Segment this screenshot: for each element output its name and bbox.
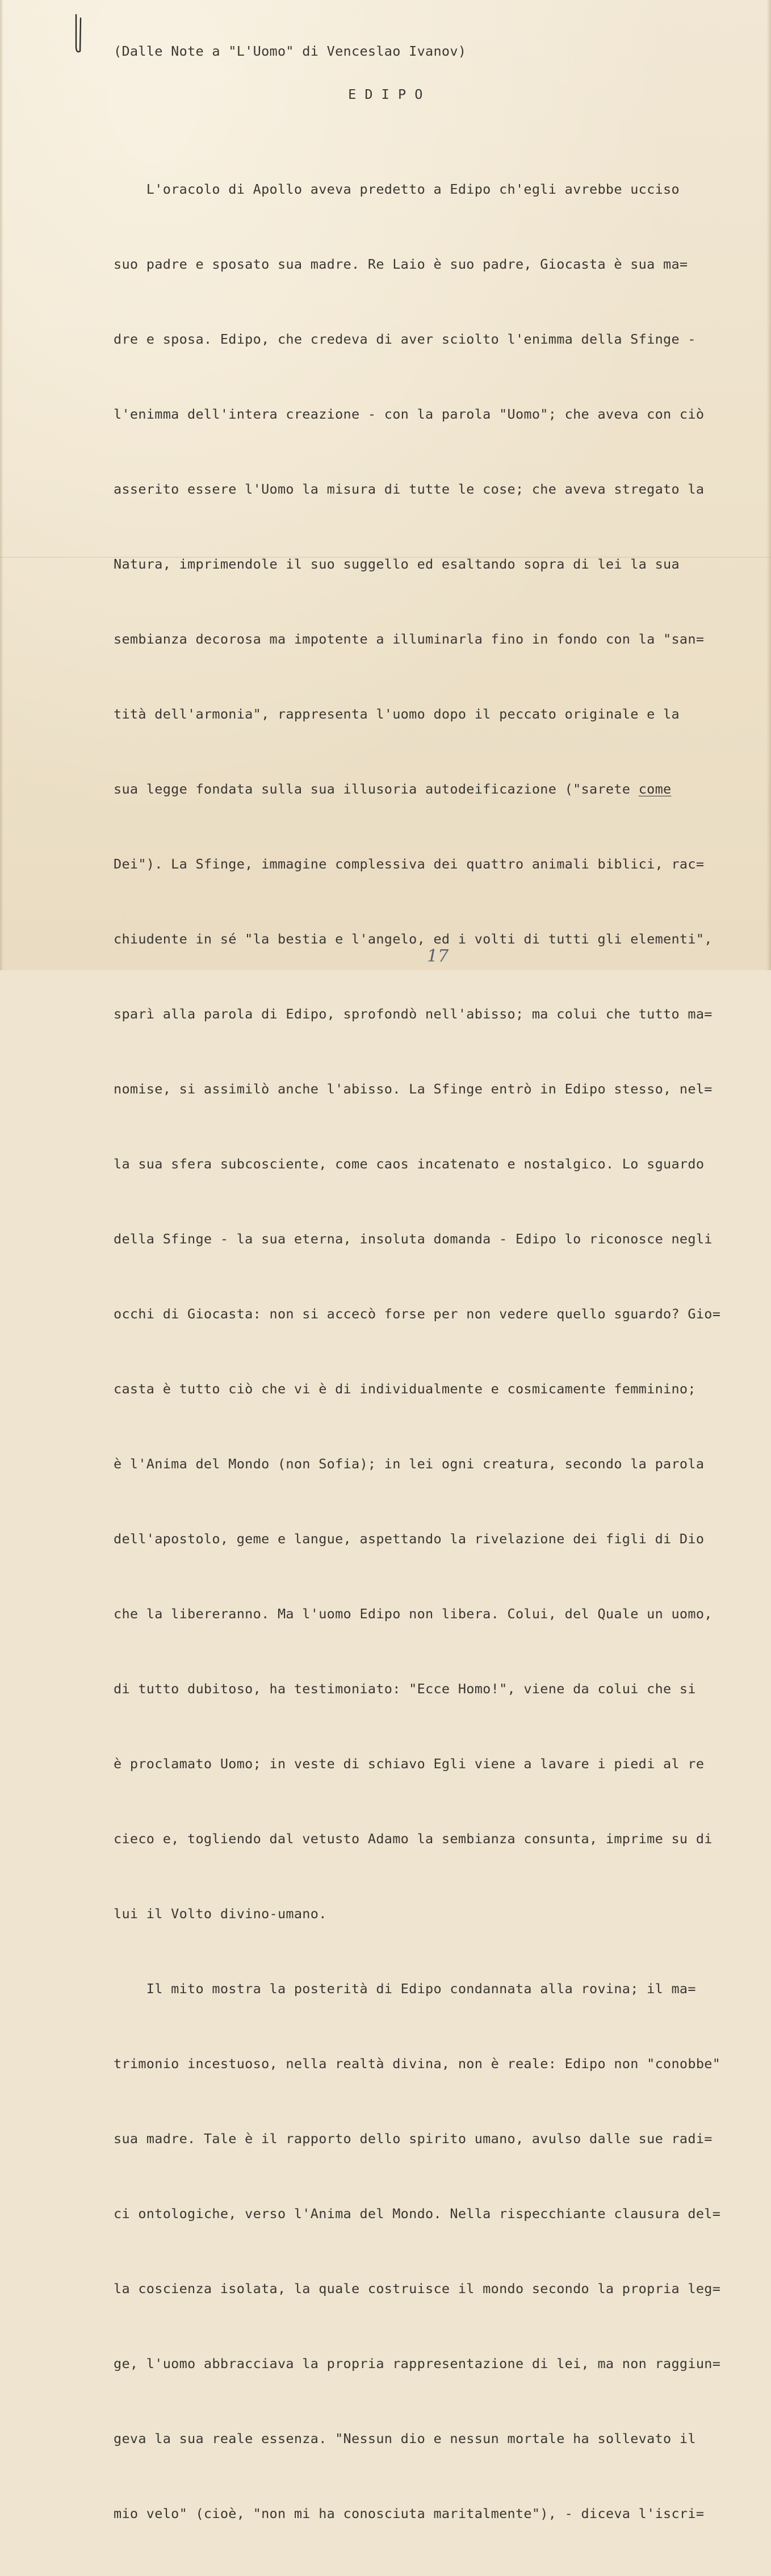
text-line: sparì alla parola di Edipo, sprofondò nell'abisso; ma colui che tutto ma= <box>114 1006 713 1022</box>
document-title: E D I P O <box>348 86 423 102</box>
text-line: occhi di Giocasta: non si accecò forse per non vedere quello sguardo? Gio= <box>114 1306 721 1322</box>
text-line: lui il Volto divino-umano. <box>114 1906 327 1922</box>
text-line: l'enimma dell'intera creazione - con la parola "Uomo"; che aveva con ciò <box>114 406 705 422</box>
text-line: Dei"). La Sfinge, immagine complessiva dei quattro animali biblici, rac= <box>114 856 705 872</box>
text-line: dell'apostolo, geme e langue, aspettando la rivelazione dei figli di Dio <box>114 1531 705 1547</box>
text-line: L'oracolo di Apollo aveva predetto a Edipo ch'egli avrebbe ucciso <box>114 181 680 197</box>
text-line: sembianza decorosa ma impotente a illuminarla fino in fondo con la "san= <box>114 631 705 647</box>
text-line: Natura, imprimendole il suo suggello ed esaltando sopra di lei la sua <box>114 556 680 572</box>
staple-mark-icon <box>74 14 82 55</box>
text-line: nomise, si assimilò anche l'abisso. La Sfinge entrò in Edipo stesso, nel= <box>114 1081 713 1097</box>
text-line: asserito essere l'Uomo la misura di tutte le cose; che aveva stregato la <box>114 481 705 497</box>
text-line: ci ontologiche, verso l'Anima del Mondo. Nella rispecchiante clausura del= <box>114 2206 721 2222</box>
document-body <box>114 127 720 2576</box>
text-line: la sua sfera subcosciente, come caos incatenato e nostalgico. Lo sguardo <box>114 1156 705 1172</box>
text-line: trimonio incestuoso, nella realtà divina, non è reale: Edipo non "conobbe" <box>114 2056 721 2072</box>
text-line: suo padre e sposato sua madre. Re Laio è suo padre, Giocasta è sua ma= <box>114 256 688 272</box>
text-line: che la libereranno. Ma l'uomo Edipo non libera. Colui, del Quale un uomo, <box>114 1606 713 1622</box>
text-line: la coscienza isolata, la quale costruisce il mondo secondo la propria leg= <box>114 2281 721 2297</box>
text-line: è l'Anima del Mondo (non Sofia); in lei ogni creatura, secondo la parola <box>114 1456 705 1472</box>
text-line: sua madre. Tale è il rapporto dello spirito umano, avulso dalle sue radi= <box>114 2131 713 2147</box>
document-header: (Dalle Note a "L'Uomo" di Venceslao Ivanov) <box>114 43 467 59</box>
text-line: tità dell'armonia", rappresenta l'uomo dopo il peccato originale e la <box>114 706 680 722</box>
text-line: casta è tutto ciò che vi è di individualmente e cosmicamente femminino; <box>114 1381 696 1397</box>
text-line: di tutto dubitoso, ha testimoniato: "Ecce Homo!", viene da colui che si <box>114 1681 696 1697</box>
text-line: della Sfinge - la sua eterna, insoluta domanda - Edipo lo riconosce negli <box>114 1231 713 1247</box>
text-line: è proclamato Uomo; in veste di schiavo Egli viene a lavare i piedi al re <box>114 1756 705 1772</box>
text-line-start: sua legge fondata sulla sua illusoria autodeificazione ("sarete <box>114 781 639 797</box>
page-number: 17 <box>427 946 449 966</box>
paper-edge-left <box>0 0 3 970</box>
text-line: ge, l'uomo abbracciava la propria rappresentazione di lei, ma non raggiun= <box>114 2356 721 2372</box>
underlined-word: come <box>638 781 672 797</box>
text-line: Il mito mostra la posterità di Edipo condannata alla rovina; il ma= <box>114 1981 696 1997</box>
text-line: dre e sposa. Edipo, che credeva di aver sciolto l'enimma della Sfinge - <box>114 331 696 347</box>
text-line: mio velo" (cioè, "non mi ha conosciuta maritalmente"), - diceva l'iscri= <box>114 2506 705 2521</box>
paper-edge-right <box>766 0 771 970</box>
text-line: geva la sua reale essenza. "Nessun dio e nessun mortale ha sollevato il <box>114 2431 696 2446</box>
text-line: chiudente in sé "la bestia e l'angelo, ed i volti di tutti gli elementi", <box>114 931 713 947</box>
text-line: cieco e, togliendo dal vetusto Adamo la sembianza consunta, imprime su di <box>114 1831 713 1847</box>
text-line <box>114 776 720 801</box>
